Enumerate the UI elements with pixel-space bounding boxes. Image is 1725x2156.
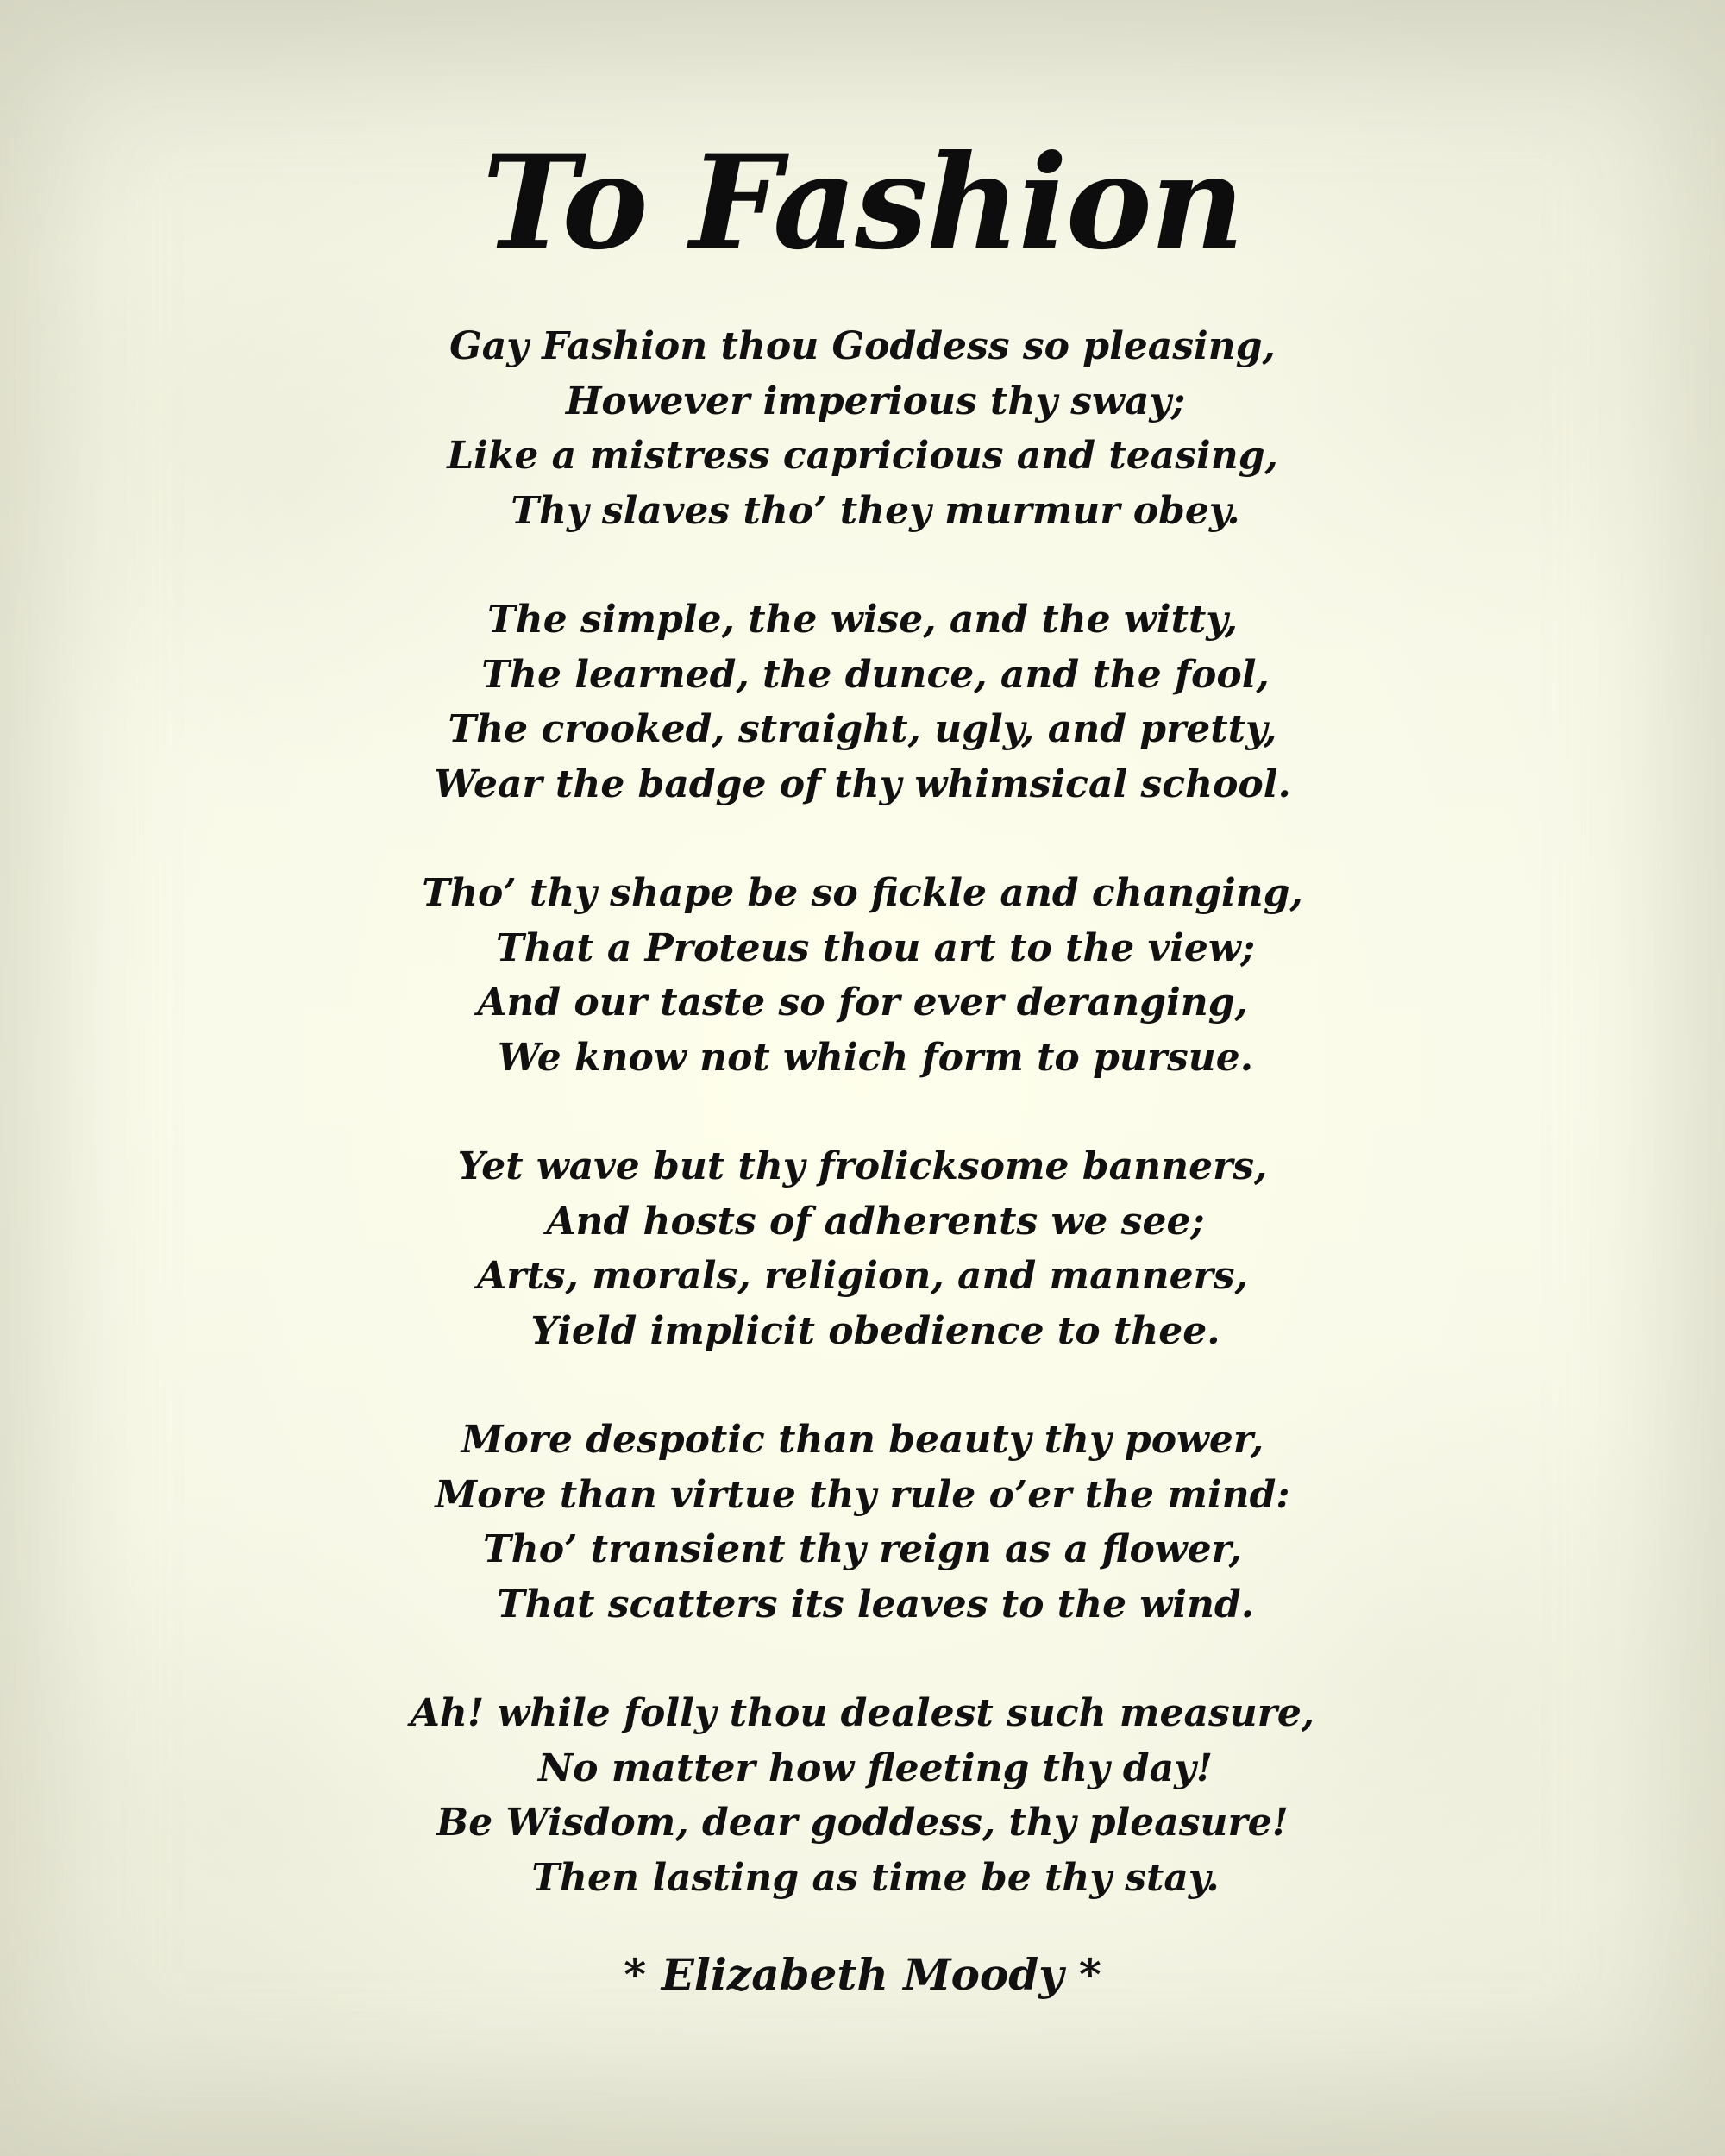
poem-line: The crooked, straight, ugly, and pretty, [448, 707, 1277, 751]
poem-line: More despotic than beauty thy power, [461, 1418, 1264, 1462]
stanza-5 [0, 1413, 1725, 1632]
poem-line: That scatters its leaves to the wind. [496, 1582, 1255, 1626]
stanza-1 [0, 319, 1725, 538]
poem-line: And our taste so for ever deranging, [477, 981, 1248, 1025]
poem-line: Wear the badge of thy whimsical school. [434, 761, 1291, 806]
poem-line: Ah! while folly thou dealest such measure, [410, 1691, 1315, 1735]
poem-line: Arts, morals, religion, and manners, [477, 1254, 1248, 1298]
poem-line: However imperious thy sway; [565, 379, 1186, 423]
poem-line: We know not which form to pursue. [497, 1035, 1254, 1080]
stanza-6 [0, 1686, 1725, 1905]
poem-title: To Fashion [482, 127, 1243, 279]
poem-line: Be Wisdom, dear goddess, thy pleasure! [436, 1801, 1289, 1845]
poem-line: Like a mistress capricious and teasing, [447, 434, 1278, 478]
poem-line: Yield implicit obedience to thee. [530, 1308, 1220, 1353]
poem-line: And hosts of adherents we see; [546, 1199, 1205, 1244]
stanza-3 [0, 866, 1725, 1085]
poem-line: Tho’ thy shape be so fickle and changing, [422, 871, 1303, 915]
poem-line: Yet wave but thy frolicksome banners, [457, 1144, 1268, 1188]
poem-line: Thy slaves tho’ they murmur obey. [511, 488, 1240, 533]
stanza-2 [0, 592, 1725, 812]
poem-line: Gay Fashion thou Goddess so pleasing, [449, 324, 1276, 368]
poem-line: More than virtue thy rule o’er the mind: [435, 1472, 1290, 1517]
poem-body [0, 319, 1725, 1959]
poem-line: Tho’ transient thy reign as a flower, [483, 1527, 1242, 1571]
poem-line: The simple, the wise, and the witty, [487, 598, 1238, 642]
poem-author: * Elizabeth Moody * [624, 1949, 1101, 2000]
poem-line: Then lasting as time be thy stay. [531, 1855, 1220, 1900]
stanza-4 [0, 1139, 1725, 1358]
poem-line: That a Proteus thou art to the view; [495, 925, 1256, 970]
poem-line: The learned, the dunce, and the fool, [481, 652, 1270, 697]
poem-line: No matter how fleeting thy day! [537, 1745, 1214, 1790]
